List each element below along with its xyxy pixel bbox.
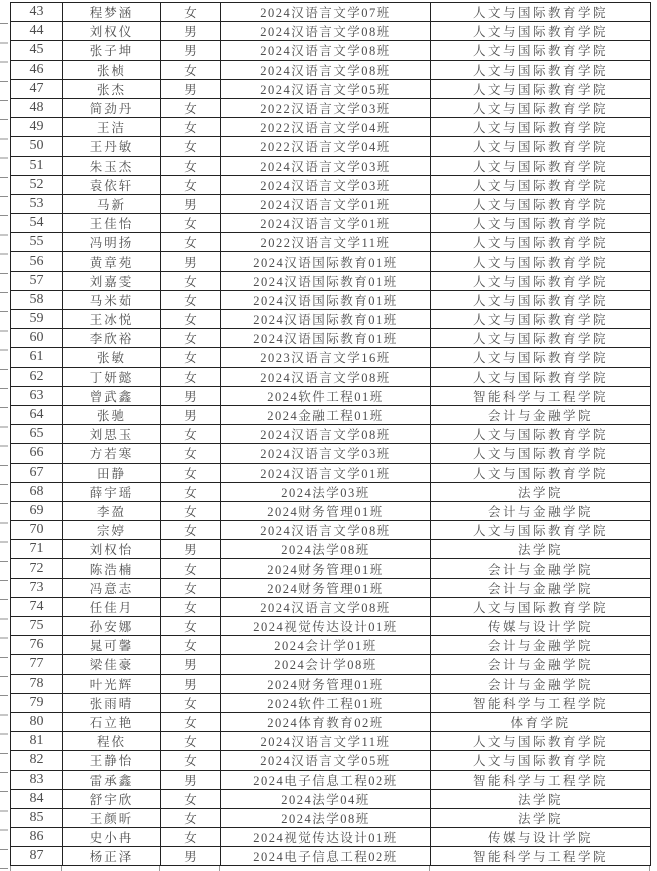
cell-gender: 女: [161, 578, 221, 597]
cell-name: 黄章苑: [63, 252, 161, 271]
cell-no: 64: [11, 405, 63, 424]
cell-name: 王颜昕: [63, 808, 161, 827]
cell-class: 2024体育教育02班: [221, 712, 431, 731]
cell-no: 74: [11, 597, 63, 616]
cell-name: 冯意志: [63, 578, 161, 597]
cell-name: 朱玉杰: [63, 156, 161, 175]
cell-college: 人文与国际教育学院: [431, 751, 651, 770]
cell-college: 人文与国际教育学院: [431, 137, 651, 156]
cell-class: 2024汉语言文学08班: [221, 41, 431, 60]
cell-college: 法学院: [431, 808, 651, 827]
cell-no: 72: [11, 559, 63, 578]
cell-college: 人文与国际教育学院: [431, 60, 651, 79]
cell-college: 智能科学与工程学院: [431, 770, 651, 789]
table-row: [11, 3, 651, 22]
cell-no: 75: [11, 617, 63, 636]
cell-class: 2024财务管理01班: [221, 559, 431, 578]
cell-no: 43: [11, 3, 63, 22]
cell-college: 会计与金融学院: [431, 405, 651, 424]
cell-class: 2024软件工程01班: [221, 693, 431, 712]
cell-gender: 男: [161, 405, 221, 424]
cell-college: 会计与金融学院: [431, 655, 651, 674]
table-row: [11, 137, 651, 156]
cell-gender: 女: [161, 732, 221, 751]
cell-no: 60: [11, 329, 63, 348]
table-row: [11, 828, 651, 847]
cell-name: 刘嘉雯: [63, 271, 161, 290]
table-row: [11, 751, 651, 770]
cell-class: 2024会计学08班: [221, 655, 431, 674]
cell-college: 法学院: [431, 789, 651, 808]
cell-gender: 女: [161, 521, 221, 540]
cell-college: 人文与国际教育学院: [431, 521, 651, 540]
cell-college: 人文与国际教育学院: [431, 367, 651, 386]
cell-name: 王洁: [63, 118, 161, 137]
cell-class: 2024法学08班: [221, 808, 431, 827]
cell-class: 2022汉语言文学04班: [221, 118, 431, 137]
cell-gender: 女: [161, 367, 221, 386]
table-row: [11, 712, 651, 731]
cell-gender: 女: [161, 712, 221, 731]
cell-gender: 女: [161, 828, 221, 847]
cell-no: 77: [11, 655, 63, 674]
cell-college: 人文与国际教育学院: [431, 444, 651, 463]
table-row: [11, 597, 651, 616]
table-row: [11, 310, 651, 329]
cell-no: 52: [11, 175, 63, 194]
cell-no: 85: [11, 808, 63, 827]
table-row: [11, 22, 651, 41]
cell-class: 2024汉语言文学07班: [221, 3, 431, 22]
table-row: [11, 559, 651, 578]
table-row: [11, 405, 651, 424]
cell-no: 79: [11, 693, 63, 712]
cell-name: 王丹敏: [63, 137, 161, 156]
gridline-stub-bottom: [159, 866, 160, 871]
cell-class: 2024汉语言文学05班: [221, 79, 431, 98]
cell-college: 智能科学与工程学院: [431, 847, 651, 866]
cell-name: 史小冉: [63, 828, 161, 847]
cell-no: 45: [11, 41, 63, 60]
cell-name: 张子坤: [63, 41, 161, 60]
cell-name: 石立艳: [63, 712, 161, 731]
cell-class: 2024汉语言文学08班: [221, 367, 431, 386]
cell-college: 人文与国际教育学院: [431, 3, 651, 22]
cell-gender: 男: [161, 194, 221, 213]
cell-college: 人文与国际教育学院: [431, 41, 651, 60]
cell-no: 66: [11, 444, 63, 463]
table-row: [11, 732, 651, 751]
cell-college: 传媒与设计学院: [431, 617, 651, 636]
cell-no: 86: [11, 828, 63, 847]
cell-name: 程依: [63, 732, 161, 751]
cell-gender: 女: [161, 329, 221, 348]
table-row: [11, 425, 651, 444]
table-row: [11, 367, 651, 386]
cell-no: 54: [11, 214, 63, 233]
cell-name: 舒宇欣: [63, 789, 161, 808]
gridline-stub-bottom: [649, 866, 650, 871]
cell-class: 2024汉语言文学08班: [221, 425, 431, 444]
cell-college: 人文与国际教育学院: [431, 425, 651, 444]
cell-class: 2024法学08班: [221, 540, 431, 559]
cell-no: 53: [11, 194, 63, 213]
cell-no: 78: [11, 674, 63, 693]
cell-class: 2024汉语国际教育01班: [221, 329, 431, 348]
cell-class: 2024汉语国际教育01班: [221, 252, 431, 271]
cell-class: 2022汉语言文学03班: [221, 98, 431, 117]
cell-name: 李欣裕: [63, 329, 161, 348]
cell-no: 82: [11, 751, 63, 770]
cell-no: 47: [11, 79, 63, 98]
cell-class: 2024汉语言文学03班: [221, 444, 431, 463]
cell-gender: 女: [161, 137, 221, 156]
cell-no: 56: [11, 252, 63, 271]
cell-gender: 女: [161, 617, 221, 636]
cell-gender: 男: [161, 252, 221, 271]
cell-college: 人文与国际教育学院: [431, 79, 651, 98]
gridline-stub-bottom: [61, 866, 62, 871]
cell-class: 2024会计学01班: [221, 636, 431, 655]
cell-gender: 男: [161, 386, 221, 405]
table-row: [11, 60, 651, 79]
cell-no: 49: [11, 118, 63, 137]
cell-class: 2024汉语言文学01班: [221, 194, 431, 213]
cell-gender: 女: [161, 463, 221, 482]
table-row: [11, 41, 651, 60]
table-row: [11, 655, 651, 674]
cell-class: 2023汉语言文学16班: [221, 348, 431, 367]
cell-college: 法学院: [431, 540, 651, 559]
cell-gender: 女: [161, 482, 221, 501]
cell-gender: 男: [161, 540, 221, 559]
cell-college: 人文与国际教育学院: [431, 214, 651, 233]
table-row: [11, 194, 651, 213]
cell-college: 体育学院: [431, 712, 651, 731]
cell-name: 刘权怡: [63, 540, 161, 559]
cell-college: 智能科学与工程学院: [431, 386, 651, 405]
cell-gender: 男: [161, 770, 221, 789]
gridline-stubs-left: [0, 5, 8, 869]
cell-gender: 女: [161, 501, 221, 520]
cell-class: 2024法学03班: [221, 482, 431, 501]
table-row: [11, 789, 651, 808]
cell-name: 杨正泽: [63, 847, 161, 866]
cell-no: 44: [11, 22, 63, 41]
gridline-stub-bottom: [429, 866, 430, 871]
table-row: [11, 290, 651, 309]
cell-class: 2022汉语言文学04班: [221, 137, 431, 156]
cell-gender: 男: [161, 674, 221, 693]
table-row: [11, 693, 651, 712]
cell-college: 人文与国际教育学院: [431, 233, 651, 252]
cell-no: 61: [11, 348, 63, 367]
cell-college: 人文与国际教育学院: [431, 194, 651, 213]
cell-name: 王佳怡: [63, 214, 161, 233]
cell-name: 方若寒: [63, 444, 161, 463]
cell-gender: 女: [161, 751, 221, 770]
gridline-stub-bottom: [219, 866, 220, 871]
cell-college: 人文与国际教育学院: [431, 118, 651, 137]
cell-name: 马米茹: [63, 290, 161, 309]
cell-class: 2024电子信息工程02班: [221, 847, 431, 866]
cell-no: 65: [11, 425, 63, 444]
table-row: [11, 674, 651, 693]
cell-college: 人文与国际教育学院: [431, 175, 651, 194]
cell-college: 人文与国际教育学院: [431, 252, 651, 271]
cell-no: 57: [11, 271, 63, 290]
cell-class: 2024汉语言文学08班: [221, 22, 431, 41]
cell-class: 2024汉语言文学08班: [221, 60, 431, 79]
cell-college: 人文与国际教育学院: [431, 310, 651, 329]
cell-no: 55: [11, 233, 63, 252]
cell-college: 会计与金融学院: [431, 578, 651, 597]
cell-no: 70: [11, 521, 63, 540]
cell-gender: 女: [161, 271, 221, 290]
cell-gender: 男: [161, 655, 221, 674]
cell-gender: 女: [161, 425, 221, 444]
cell-no: 59: [11, 310, 63, 329]
cell-name: 王静怡: [63, 751, 161, 770]
cell-no: 51: [11, 156, 63, 175]
cell-gender: 女: [161, 290, 221, 309]
cell-class: 2024汉语言文学05班: [221, 751, 431, 770]
table-row: [11, 636, 651, 655]
cell-college: 人文与国际教育学院: [431, 156, 651, 175]
cell-class: 2024财务管理01班: [221, 501, 431, 520]
table-row: [11, 847, 651, 866]
cell-name: 孙安娜: [63, 617, 161, 636]
table-row: [11, 540, 651, 559]
cell-gender: 女: [161, 233, 221, 252]
roster-body: [11, 3, 651, 866]
cell-class: 2024法学04班: [221, 789, 431, 808]
cell-class: 2024电子信息工程02班: [221, 770, 431, 789]
cell-gender: 女: [161, 214, 221, 233]
cell-name: 宗婷: [63, 521, 161, 540]
cell-no: 69: [11, 501, 63, 520]
table-row: [11, 329, 651, 348]
cell-gender: 女: [161, 310, 221, 329]
cell-name: 曾武鑫: [63, 386, 161, 405]
cell-class: 2024软件工程01班: [221, 386, 431, 405]
cell-name: 张桢: [63, 60, 161, 79]
cell-class: 2024汉语言文学01班: [221, 463, 431, 482]
table-row: [11, 463, 651, 482]
cell-name: 张雨晴: [63, 693, 161, 712]
cell-no: 48: [11, 98, 63, 117]
table-row: [11, 444, 651, 463]
table-row: [11, 233, 651, 252]
cell-name: 简劲丹: [63, 98, 161, 117]
student-roster-table: [10, 2, 651, 866]
cell-class: 2022汉语言文学11班: [221, 233, 431, 252]
table-row: [11, 252, 651, 271]
cell-class: 2024汉语言文学03班: [221, 156, 431, 175]
cell-no: 80: [11, 712, 63, 731]
cell-college: 会计与金融学院: [431, 501, 651, 520]
cell-gender: 女: [161, 156, 221, 175]
cell-class: 2024金融工程01班: [221, 405, 431, 424]
cell-college: 会计与金融学院: [431, 559, 651, 578]
cell-no: 81: [11, 732, 63, 751]
cell-gender: 男: [161, 22, 221, 41]
cell-gender: 女: [161, 98, 221, 117]
cell-gender: 女: [161, 597, 221, 616]
cell-gender: 女: [161, 693, 221, 712]
cell-no: 58: [11, 290, 63, 309]
cell-class: 2024汉语言文学03班: [221, 175, 431, 194]
cell-class: 2024汉语言文学01班: [221, 214, 431, 233]
cell-name: 张敏: [63, 348, 161, 367]
cell-name: 马新: [63, 194, 161, 213]
cell-name: 田静: [63, 463, 161, 482]
cell-class: 2024视觉传达设计01班: [221, 828, 431, 847]
cell-name: 李盈: [63, 501, 161, 520]
gridline-stub-bottom: [10, 866, 11, 871]
cell-gender: 男: [161, 79, 221, 98]
cell-name: 刘思玉: [63, 425, 161, 444]
cell-class: 2024财务管理01班: [221, 674, 431, 693]
cell-no: 67: [11, 463, 63, 482]
cell-name: 任佳月: [63, 597, 161, 616]
table-row: [11, 501, 651, 520]
cell-no: 50: [11, 137, 63, 156]
cell-no: 87: [11, 847, 63, 866]
cell-no: 68: [11, 482, 63, 501]
cell-name: 张驰: [63, 405, 161, 424]
cell-gender: 女: [161, 636, 221, 655]
cell-no: 84: [11, 789, 63, 808]
cell-name: 刘权仪: [63, 22, 161, 41]
cell-gender: 女: [161, 444, 221, 463]
cell-college: 人文与国际教育学院: [431, 98, 651, 117]
table-row: [11, 617, 651, 636]
cell-name: 梁佳豪: [63, 655, 161, 674]
cell-college: 人文与国际教育学院: [431, 290, 651, 309]
cell-name: 陈浩楠: [63, 559, 161, 578]
cell-name: 薛宇瑶: [63, 482, 161, 501]
cell-gender: 女: [161, 3, 221, 22]
cell-gender: 女: [161, 60, 221, 79]
table-row: [11, 386, 651, 405]
cell-class: 2024汉语国际教育01班: [221, 310, 431, 329]
table-row: [11, 348, 651, 367]
cell-gender: 女: [161, 348, 221, 367]
cell-college: 会计与金融学院: [431, 674, 651, 693]
cell-name: 冯明扬: [63, 233, 161, 252]
table-row: [11, 118, 651, 137]
cell-college: 智能科学与工程学院: [431, 693, 651, 712]
table-row: [11, 578, 651, 597]
cell-class: 2024视觉传达设计01班: [221, 617, 431, 636]
cell-no: 76: [11, 636, 63, 655]
cell-college: 法学院: [431, 482, 651, 501]
cell-name: 袁依轩: [63, 175, 161, 194]
cell-class: 2024汉语言文学11班: [221, 732, 431, 751]
cell-no: 83: [11, 770, 63, 789]
cell-class: 2024汉语国际教育01班: [221, 290, 431, 309]
cell-no: 71: [11, 540, 63, 559]
cell-name: 王冰悦: [63, 310, 161, 329]
table-row: [11, 770, 651, 789]
cell-class: 2024汉语国际教育01班: [221, 271, 431, 290]
table-row: [11, 175, 651, 194]
cell-gender: 女: [161, 559, 221, 578]
cell-college: 人文与国际教育学院: [431, 348, 651, 367]
cell-college: 人文与国际教育学院: [431, 22, 651, 41]
cell-college: 传媒与设计学院: [431, 828, 651, 847]
cell-name: 雷承鑫: [63, 770, 161, 789]
cell-name: 程梦涵: [63, 3, 161, 22]
table-row: [11, 156, 651, 175]
cell-no: 73: [11, 578, 63, 597]
table-row: [11, 79, 651, 98]
table-row: [11, 98, 651, 117]
cell-gender: 女: [161, 808, 221, 827]
cell-gender: 男: [161, 847, 221, 866]
table-row: [11, 271, 651, 290]
cell-college: 人文与国际教育学院: [431, 463, 651, 482]
cell-college: 人文与国际教育学院: [431, 329, 651, 348]
cell-name: 丁妍懿: [63, 367, 161, 386]
cell-class: 2024汉语言文学08班: [221, 597, 431, 616]
cell-college: 人文与国际教育学院: [431, 732, 651, 751]
table-row: [11, 214, 651, 233]
cell-class: 2024财务管理01班: [221, 578, 431, 597]
cell-gender: 女: [161, 118, 221, 137]
cell-college: 会计与金融学院: [431, 636, 651, 655]
cell-gender: 女: [161, 789, 221, 808]
cell-gender: 男: [161, 41, 221, 60]
cell-gender: 女: [161, 175, 221, 194]
table-row: [11, 482, 651, 501]
cell-no: 63: [11, 386, 63, 405]
cell-name: 晁可馨: [63, 636, 161, 655]
cell-college: 人文与国际教育学院: [431, 597, 651, 616]
cell-no: 62: [11, 367, 63, 386]
cell-name: 叶光辉: [63, 674, 161, 693]
cell-class: 2024汉语言文学08班: [221, 521, 431, 540]
cell-college: 人文与国际教育学院: [431, 271, 651, 290]
table-row: [11, 521, 651, 540]
cell-name: 张杰: [63, 79, 161, 98]
table-row: [11, 808, 651, 827]
cell-no: 46: [11, 60, 63, 79]
